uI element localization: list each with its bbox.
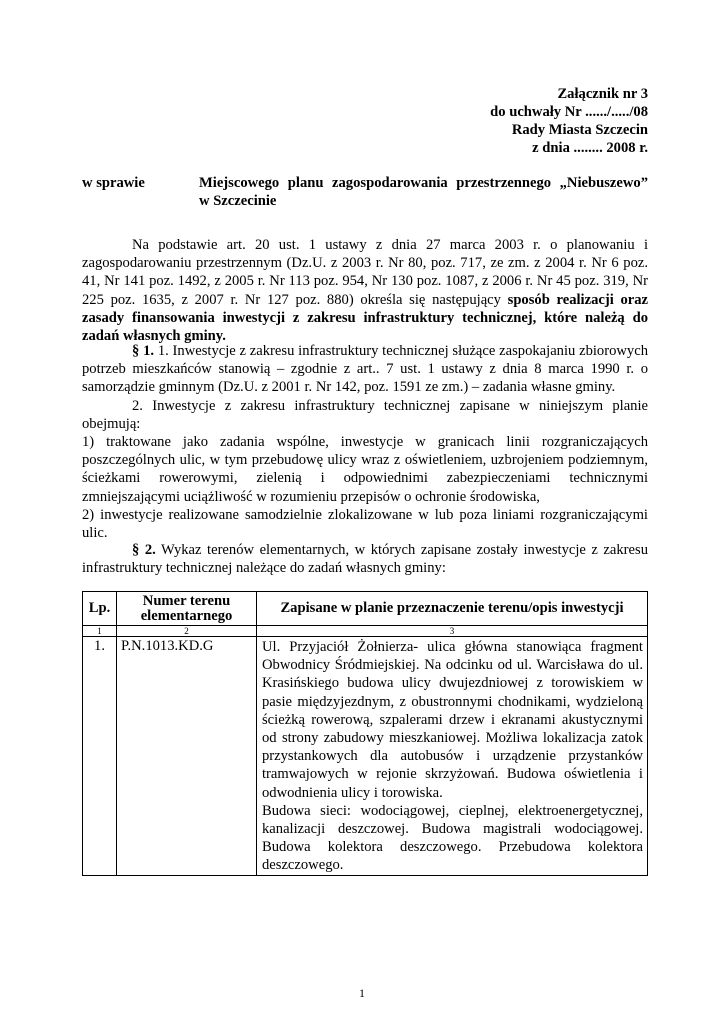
intro-bold-text: sposób realizacji oraz zasady finansowania inwestycji z zakresu infrastruktury technicznej, które należą do zadań własnych gminy. [82,291,648,345]
header-resolution-number: do uchwały Nr ....../...../08 [490,104,648,120]
column-number-1: 1 [83,626,117,637]
cell-lp: 1. [83,637,117,876]
attachment-header [490,85,648,157]
section-1-mark: § 1. [132,343,155,359]
section-2-mark: § 2. [132,542,156,558]
section-1-p1: 1. Inwestycje z zakresu infrastruktury technicznej służące zaspokajaniu zbiorowych potrzeb mieszkańców stanowią – zgodnie z art.. 7 ust. 1 ustawy z dnia 8 marca 1990 r. o samorządzie gminnym (Dz.U. z 2001 r. Nr 142, poz. 1591 ze zm.) – zadania własne gminy. [82,343,648,396]
intro-text: Na podstawie art. 20 ust. 1 ustawy z dnia 27 marca 2003 r. o planowaniu i zagospodarowaniu przestrzennym (Dz.U. z 2003 r. Nr 80, poz. 717, ze zm. z 2004 r. Nr 6 poz. 41, Nr 141 poz. 1492, z 2005 r. Nr 113 poz. 954, Nr 130 poz. 1087, z 2006 r. Nr 45 poz. 319, Nr 225 poz. 1635, z 2007 r. Nr 127 poz. 880) określa się następujący [82,237,648,308]
cell-teren: P.N.1013.KD.G [117,637,257,876]
subject-title: Miejscowego planu zagospodarowania przestrzennego „Niebuszewo” [199,175,648,191]
page-number: 1 [359,986,365,1000]
cell-opis-part-1: Ul. Przyjaciół Żołnierza- ulica główna stanowiąca fragment Obwodnicy Śródmiejskiej. Na odcinku od ul. Warcisława do ul. Krasińskiego budowa ulicy dwujezdniowej z torowiskiem w pasie międzyjezdnym, z obustronnymi chodnikami, wydzieloną ścieżką rowerową, szpalerami drzew i ekranami akustycznymi od strony zabudowy mieszkaniowej. Możliwa lokalizacja zatok przystankowych dla autobusów i urządzenie przystanków tramwajowych w rejonie skrzyżowań. Budowa oświetlenia i odwodnienia ulicy i torowiska. [262,639,643,801]
header-lp: Lp. [83,592,117,626]
header-teren: Numer terenu elementarnego [117,592,257,626]
section-1-p2: 2. Inwestycje z zakresu infrastruktury technicznej zapisane w niniejszym planie obejmują: [82,397,648,432]
column-number-2: 2 [117,626,257,637]
cell-opis-part-2: Budowa sieci: wodociągowej, cieplnej, elektroenergetycznej, kanalizacji deszczowej. Budowa magistrali wodociągowej. Budowa kolektora deszczowego. Przebudowa kolektora deszczowego. [262,802,643,874]
table-header-row [83,592,648,626]
subject-city: w Szczecinie [199,193,277,209]
subject-block [82,174,648,210]
section-1 [82,342,648,542]
intro-paragraph [82,236,648,345]
header-opis: Zapisane w planie przeznaczenie terenu/opis inwestycji [257,592,648,626]
header-date: z dnia ........ 2008 r. [532,140,648,156]
section-1-item-1: 1) traktowane jako zadania wspólne, inwestycje w granicach linii rozgraniczających poszczególnych ulic, w tym przebudowę ulicy wraz z oświetleniem, uzbrojeniem podziemnym, ścieżkami rowerowymi, zielenią i odpowiednimi zabezpieczeniami technicznymi zmniejszającymi uciążliwość w rozumieniu przepisów o ochronie środowiska, [82,434,648,505]
subject-lead: w sprawie [82,175,145,191]
section-1-item-2: 2) inwestycje realizowane samodzielnie zlokalizowane w lub poza liniami rozgraniczającymi ulic. [82,506,648,542]
header-attachment-number: Załącznik nr 3 [557,86,648,102]
section-2-text: Wykaz terenów elementarnych, w których zapisane zostały inwestycje z zakresu infrastruktury technicznej należące do zadań własnych gminy: [82,542,649,577]
header-council: Rady Miasta Szczecin [511,122,648,138]
cell-opis [257,637,648,876]
investment-table [82,591,648,876]
column-number-3: 3 [257,626,648,637]
table-row [83,637,648,876]
section-2 [82,541,648,577]
table-number-row [83,626,648,637]
